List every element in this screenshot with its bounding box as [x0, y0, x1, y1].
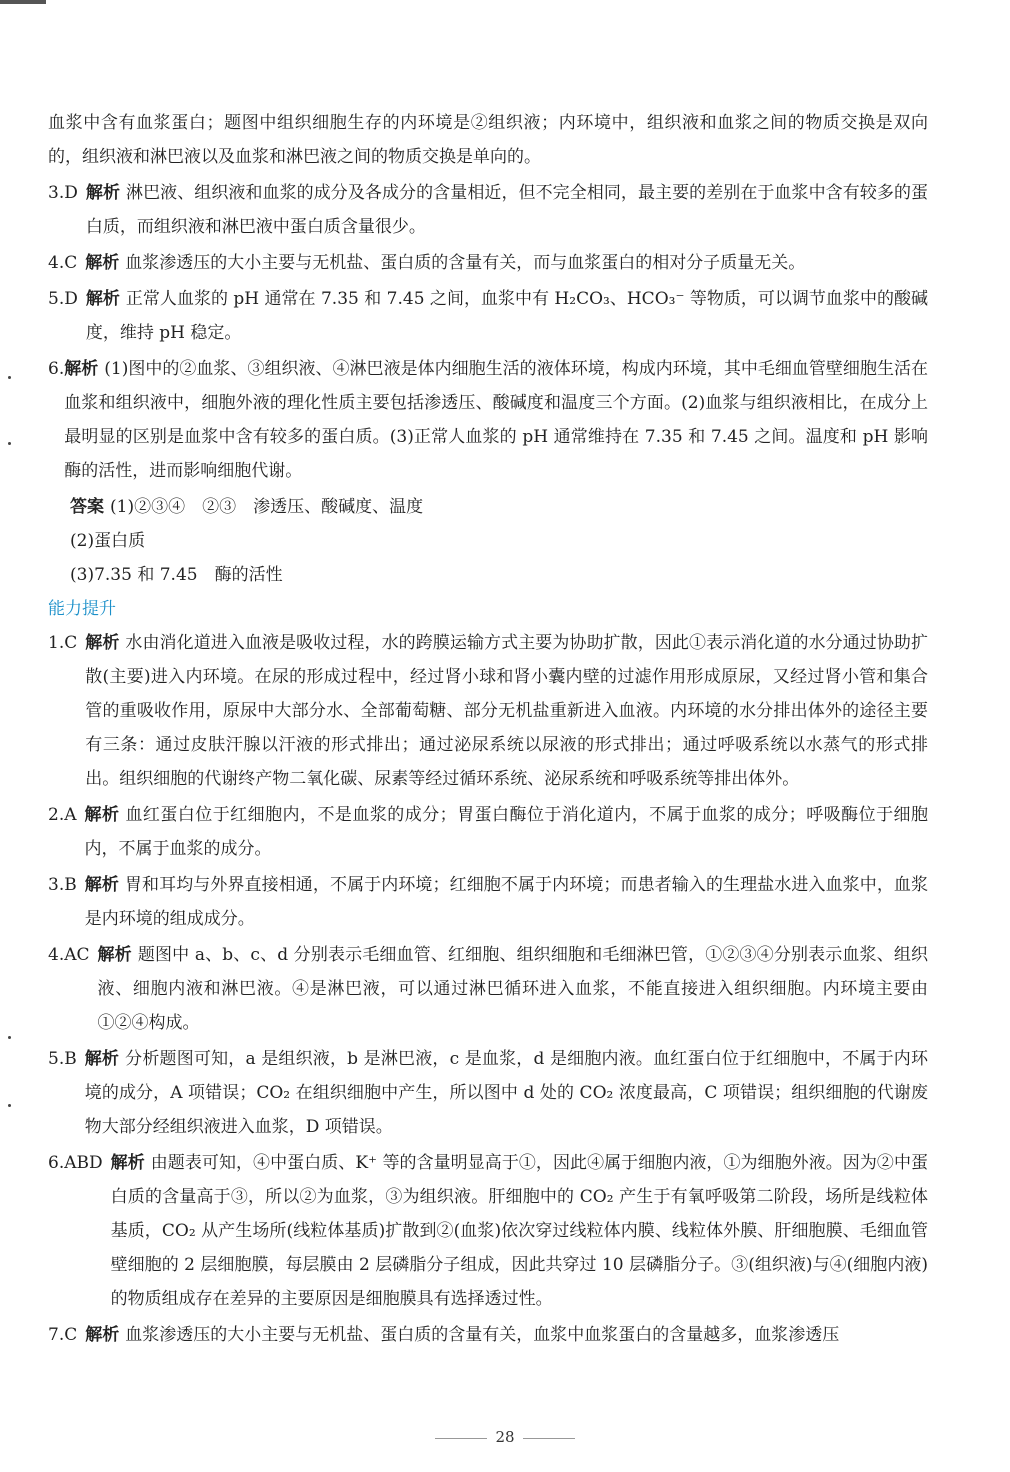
- answer-label: 答案: [70, 497, 104, 517]
- item-body: [85, 868, 928, 936]
- page-footer: [0, 1428, 1010, 1446]
- analysis-text: 血红蛋白位于红细胞内，不是血浆的成分；胃蛋白酶位于消化道内，不属于血浆的成分；呼吸酶位于细胞内，不属于血浆的成分。: [84, 805, 929, 859]
- analysis-label: 解析: [64, 359, 99, 379]
- scan-speck: [8, 1104, 11, 1107]
- analysis-text: 血浆渗透压的大小主要与无机盐、蛋白质的含量有关，而与血浆蛋白的相对分子质量无关。: [125, 253, 806, 273]
- analysis-label: 解析: [84, 1049, 120, 1069]
- analysis-label: 解析: [85, 289, 120, 309]
- item-number: 7.: [48, 1325, 65, 1345]
- analysis-text: 题图中 a、b、c、d 分别表示毛细血管、红细胞、组织细胞和毛细淋巴管，①②③④分别表示血浆、组织液、细胞内液和淋巴液。④是淋巴液，可以通过淋巴循环进入血浆，不能直接进入组织细胞。内环境主要由①②④构成。: [97, 945, 928, 1033]
- intro-paragraph: 血浆中含有血浆蛋白；题图中组织细胞生存的内环境是②组织液；内环境中，组织液和血浆之间的物质交换是双向的，组织液和淋巴液以及血浆和淋巴液之间的物质交换是单向的。: [48, 113, 928, 167]
- item-number: 2.: [48, 805, 65, 825]
- analysis-label: 解析: [85, 183, 121, 203]
- list-item: [48, 176, 928, 244]
- item-body: [85, 246, 928, 280]
- item-answer: D: [64, 183, 78, 203]
- item-number: 6.: [48, 359, 65, 379]
- page-number: 28: [495, 1428, 515, 1446]
- footer-rule-right: [523, 1438, 575, 1439]
- analysis-text: 正常人血浆的 pH 通常在 7.35 和 7.45 之间，血浆中有 H₂CO₃、HCO₃⁻ 等物质，可以调节血浆中的酸碱度，维持 pH 稳定。: [85, 289, 928, 343]
- analysis-label: 解析: [85, 1325, 120, 1345]
- scan-speck: [8, 1036, 11, 1039]
- item-answer: B: [64, 1049, 77, 1069]
- footer-rule-left: [435, 1438, 487, 1439]
- item-number: 5.: [48, 1049, 65, 1069]
- item-number: 4.: [48, 253, 65, 273]
- list-item: [48, 1146, 928, 1316]
- analysis-label: 解析: [84, 875, 119, 895]
- section-title: 能力提升: [48, 599, 116, 619]
- item-number: 3.: [48, 875, 65, 895]
- item-answer: AC: [64, 945, 90, 965]
- analysis-label: 解析: [84, 805, 120, 825]
- list-item: [48, 246, 928, 280]
- item-answer: ABD: [64, 1153, 103, 1173]
- item-answer: C: [64, 633, 78, 653]
- analysis-text: 分析题图可知，a 是组织液，b 是淋巴液，c 是血浆，d 是细胞内液。血红蛋白位于红细胞中，不属于内环境的成分，A 项错误；CO₂ 在组织细胞中产生，所以图中 d 处的 CO₂ 浓度最高，C 项错误；组织细胞的代谢废物大部分经组织液进入血浆，D 项错误。: [84, 1049, 928, 1137]
- list-item: [48, 1042, 928, 1144]
- item-body: [85, 1042, 928, 1144]
- list-item: [48, 938, 928, 1040]
- list-item: [48, 868, 928, 936]
- analysis-text: 水由消化道进入血液是吸收过程，水的跨膜运输方式主要为协助扩散，因此①表示消化道的水分通过协助扩散(主要)进入内环境。在尿的形成过程中，经过肾小球和肾小囊内壁的过滤作用形成原尿，又经过肾小管和集合管的重吸收作用，原尿中大部分水、全部葡萄糖、部分无机盐重新进入血液。内环境的水分排出体外的途径主要有三条：通过皮肤汗腺以汗液的形式排出；通过泌尿系统以尿液的形式排出；通过呼吸系统以水蒸气的形式排出。组织细胞的代谢终产物二氧化碳、尿素等经过循环系统、泌尿系统和呼吸系统等排出体外。: [85, 633, 928, 789]
- item-body: [86, 176, 928, 244]
- corner-mark: [0, 0, 46, 4]
- analysis-text: 血浆渗透压的大小主要与无机盐、蛋白质的含量有关，血浆中血浆蛋白的含量越多，血浆渗透压: [125, 1325, 840, 1345]
- analysis-label: 解析: [85, 633, 120, 653]
- item-body: [111, 1146, 928, 1316]
- item-number: 6.: [48, 1153, 65, 1173]
- analysis-label: 解析: [110, 1153, 145, 1173]
- item-body: [85, 1318, 928, 1352]
- analysis-label: 解析: [85, 253, 120, 273]
- item-number: 5.: [48, 289, 65, 309]
- analysis-text: 淋巴液、组织液和血浆的成分及各成分的含量相近，但不完全相同，最主要的差别在于血浆中含有较多的蛋白质，而组织液和淋巴液中蛋白质含量很少。: [85, 183, 929, 237]
- item-answer: C: [64, 1325, 78, 1345]
- analysis-text: 胃和耳均与外界直接相通，不属于内环境；红细胞不属于内环境；而患者输入的生理盐水进入血浆中，血浆是内环境的组成成分。: [84, 875, 929, 929]
- analysis-label: 解析: [97, 945, 132, 965]
- answer-line: [48, 490, 928, 524]
- item-number: 4.: [48, 945, 65, 965]
- list-item: [48, 352, 928, 488]
- item-number: 1.: [48, 633, 65, 653]
- scan-speck: [8, 376, 11, 379]
- answer-content: [48, 106, 928, 1354]
- answer-text: (1)②③④ ②③ 渗透压、酸碱度、温度: [110, 497, 424, 517]
- item-answer: D: [64, 289, 78, 309]
- scan-speck: [8, 442, 11, 445]
- list-item: [48, 798, 928, 866]
- item-answer: A: [64, 805, 77, 825]
- item-answer: B: [64, 875, 77, 895]
- item-body: [64, 352, 928, 488]
- analysis-text: 由题表可知，④中蛋白质、K⁺ 等的含量明显高于①，因此④属于细胞内液，①为细胞外液。因为②中蛋白质的含量高于③，所以②为血浆，③为组织液。肝细胞中的 CO₂ 产生于有氧呼吸第二阶段，场所是线粒体基质，CO₂ 从产生场所(线粒体基质)扩散到②(血浆)依次穿过线粒体内膜、线粒体外膜、肝细胞膜、毛细血管壁细胞的 2 层细胞膜，每层膜由 2 层磷脂分子组成，因此共穿过 10 层磷脂分子。③(组织液)与④(细胞内液)的物质组成存在差异的主要原因是细胞膜具有选择透过性。: [110, 1153, 929, 1309]
- list-item: [48, 626, 928, 796]
- answer-line: (3)7.35 和 7.45 酶的活性: [70, 565, 283, 585]
- item-body: [85, 626, 928, 796]
- item-number: 3.: [48, 183, 65, 203]
- item-body: [85, 798, 928, 866]
- item-body: [98, 938, 928, 1040]
- answer-line: (2)蛋白质: [70, 531, 146, 551]
- item-body: [86, 282, 928, 350]
- list-item: [48, 282, 928, 350]
- analysis-text: (1)图中的②血浆、③组织液、④淋巴液是体内细胞生活的液体环境，构成内环境，其中毛细血管壁细胞生活在血浆和组织液中，细胞外液的理化性质主要包括渗透压、酸碱度和温度三个方面。(2)血浆与组织液相比，在成分上最明显的区别是血浆中含有较多的蛋白质。(3)正常人血浆的 pH 通常维持在 7.35 和 7.45 之间。温度和 pH 影响酶的活性，进而影响细胞代谢。: [64, 359, 928, 481]
- item-answer: C: [64, 253, 78, 273]
- list-item: [48, 1318, 928, 1352]
